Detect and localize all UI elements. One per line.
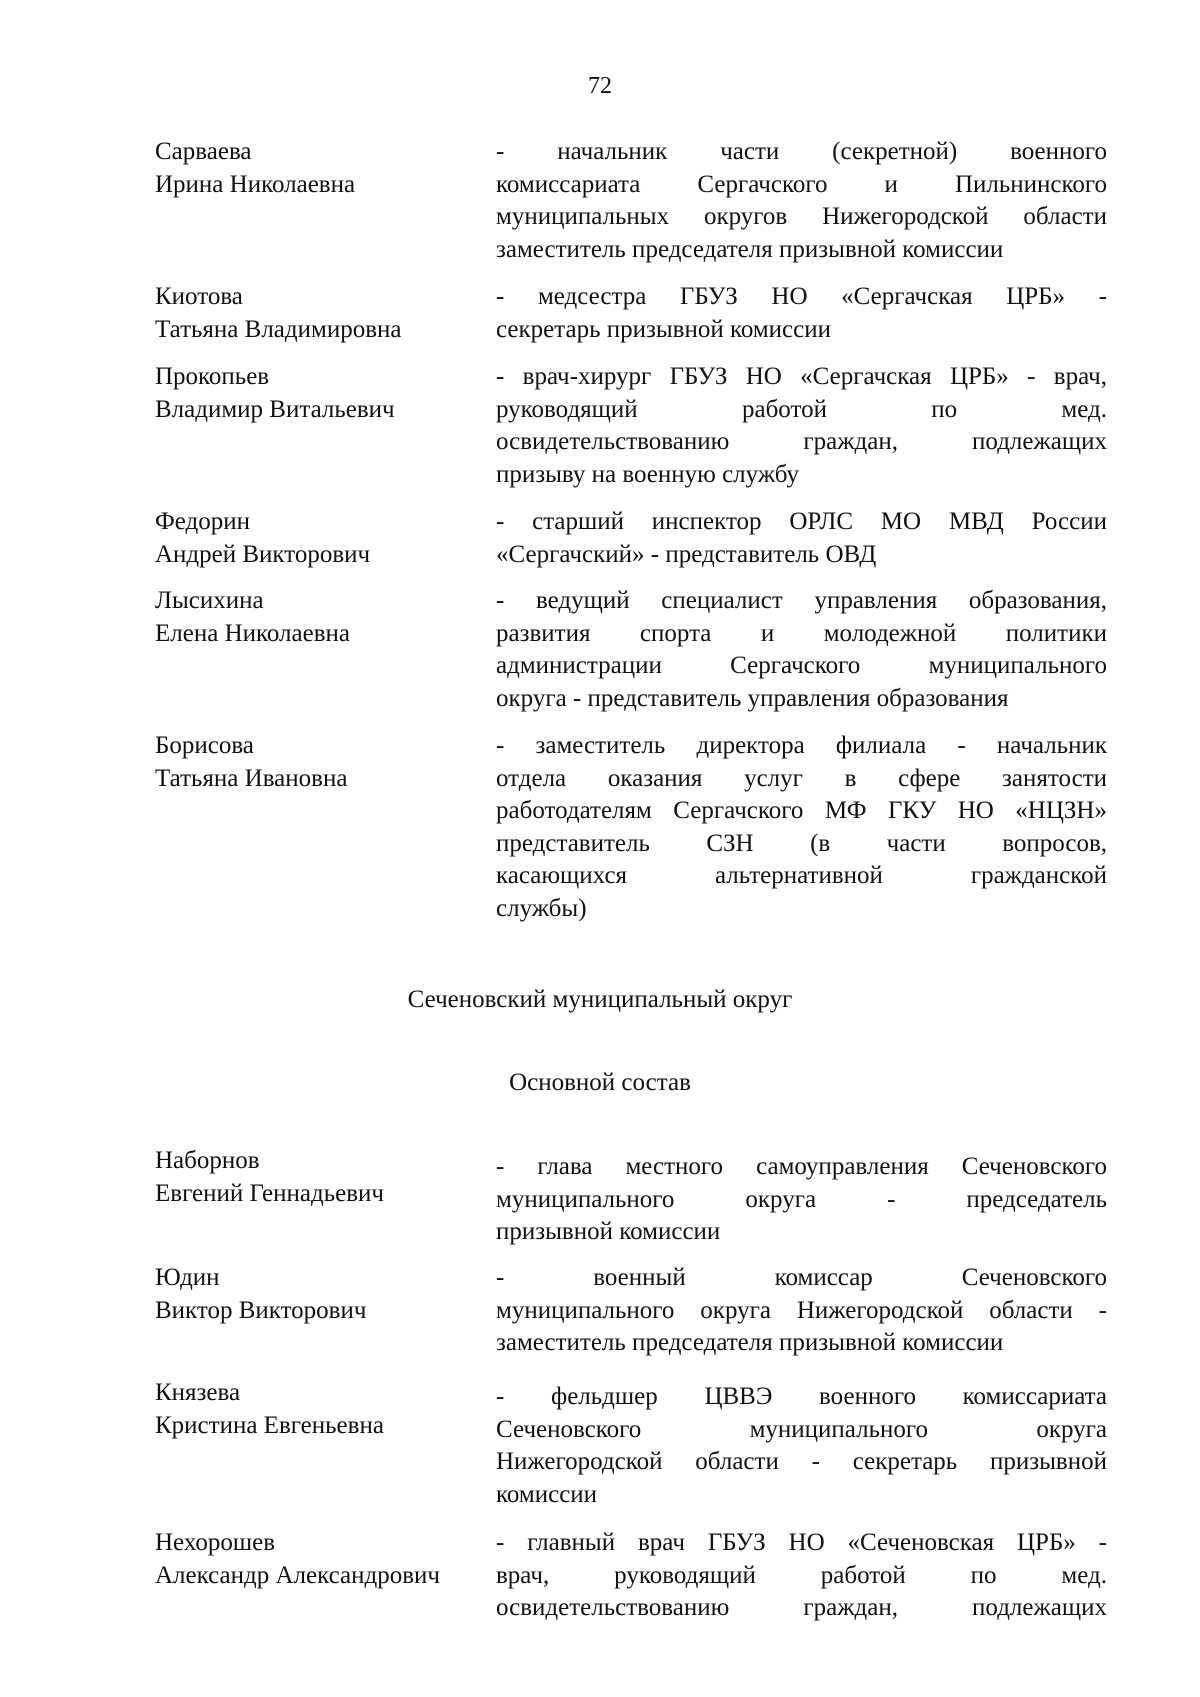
member-given-name: Андрей Викторович [155,540,371,568]
member-name [155,1377,495,1442]
duty-line: представитель СЗН (в части вопросов, [496,829,1107,857]
member-duty [496,1151,1107,1249]
member-given-name: Татьяна Ивановна [155,764,348,792]
duty-line: работодателям Сергачского МФ ГКУ НО «НЦЗН» [496,797,1107,824]
member-duty [496,730,1107,925]
duty-line: отдела оказания услуг в сфере занятости [496,764,1107,792]
duty-line: призыву на военную службу [496,460,800,488]
member-given-name: Татьяна Владимировна [155,315,402,343]
member-given-name: Елена Николаевна [155,619,350,647]
member-name [155,506,495,571]
duty-line: округа - представитель управления образования [496,684,1009,712]
member-surname: Киотова [155,283,243,310]
duty-line: заместитель председателя призывной комиссии [496,235,1004,263]
page-number: 72 [588,73,612,99]
duty-line: секретарь призывной комиссии [496,315,832,343]
duty-line: - врач-хирург ГБУЗ НО «Сергачская ЦРБ» - врач, [496,363,1107,390]
duty-line: Сеченовского муниципального округа [496,1415,1107,1443]
duty-line: - заместитель директора филиала - начальник [496,732,1107,759]
duty-line: призывной комиссии [496,1218,721,1245]
duty-line: муниципального округа Нижегородской области - [496,1296,1107,1324]
member-surname: Прокопьев [155,363,270,390]
duty-line: заместитель председателя призывной комиссии [496,1329,1004,1356]
member-given-name: Ирина Николаевна [155,170,356,198]
duty-line: - военный комиссар Сеченовского [496,1264,1107,1291]
member-name [155,1527,495,1592]
duty-line: освидетельствованию граждан, подлежащих [496,1594,1107,1621]
duty-line: службы) [496,894,587,922]
member-given-name: Александр Александрович [155,1561,440,1589]
member-surname: Лысихина [155,587,264,614]
duty-line: руководящий работой по мед. [496,395,1107,423]
duty-line: администрации Сергачского муниципального [496,652,1107,679]
member-given-name: Виктор Викторович [155,1296,367,1324]
member-name [155,585,495,650]
duty-line: комиссариата Сергачского и Пильнинского [496,170,1107,198]
duty-line: - фельдшер ЦВВЭ военного комиссариата [496,1383,1107,1410]
duty-line: муниципального округа - председатель [496,1185,1107,1213]
member-surname: Наборнов [155,1147,260,1174]
member-duty [496,1527,1107,1625]
member-duty [496,361,1107,491]
duty-line: муниципальных округов Нижегородской области [496,203,1107,230]
duty-line: «Сергачский» - представитель ОВД [496,540,877,568]
member-name [155,730,495,795]
member-duty [496,1381,1107,1511]
member-name [155,281,495,346]
member-surname: Нехорошев [155,1529,276,1556]
duty-line: освидетельствованию граждан, подлежащих [496,428,1107,455]
member-surname: Князева [155,1379,241,1406]
composition-heading: Основной состав [509,1069,691,1096]
member-given-name: Евгений Геннадьевич [155,1179,384,1207]
duty-line: - глава местного самоуправления Сеченовского [496,1153,1107,1180]
member-duty [496,136,1107,266]
duty-line: - медсестра ГБУЗ НО «Сергачская ЦРБ» - [496,283,1107,310]
member-name [155,1145,495,1210]
duty-line: - старший инспектор ОРЛС МО МВД России [496,508,1107,535]
member-duty [496,1262,1107,1360]
duty-line: комиссии [496,1480,598,1508]
duty-line: врач, руководящий работой по мед. [496,1561,1107,1589]
member-given-name: Владимир Витальевич [155,395,395,423]
member-duty [496,281,1107,346]
member-name [155,136,495,201]
duty-line: - ведущий специалист управления образования, [496,587,1107,614]
district-heading: Сеченовский муниципальный округ [407,986,793,1013]
member-surname: Борисова [155,732,254,759]
member-surname: Сарваева [155,138,252,165]
member-name [155,361,495,426]
duty-line: Нижегородской области - секретарь призывной [496,1448,1107,1475]
duty-line: - главный врач ГБУЗ НО «Сеченовская ЦРБ» - [496,1529,1107,1556]
member-duty [496,585,1107,715]
member-given-name: Кристина Евгеньевна [155,1411,384,1439]
duty-line: - начальник части (секретной) военного [496,138,1107,165]
duty-line: развития спорта и молодежной политики [496,619,1107,647]
duty-line: касающихся альтернативной гражданской [496,862,1107,889]
member-name [155,1262,495,1327]
member-duty [496,506,1107,571]
member-surname: Юдин [155,1264,220,1291]
member-surname: Федорин [155,508,250,535]
